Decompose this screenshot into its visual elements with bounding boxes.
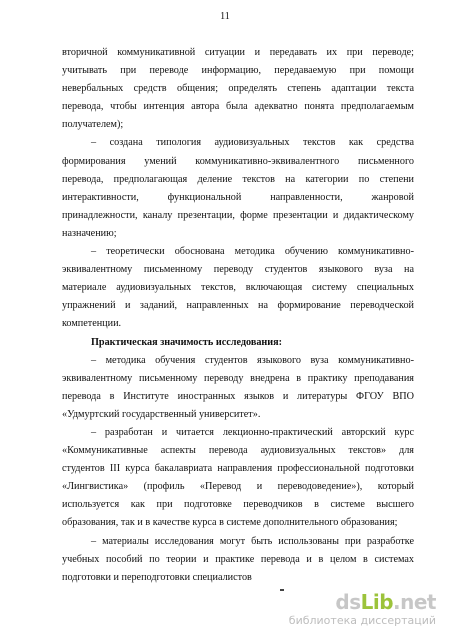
- text-line: учебных пособий по теории и практике перевода и в целом в системах: [62, 553, 414, 565]
- text-line: назначению;: [62, 227, 117, 239]
- text-line: образования, так и в качестве курса в системе дополнительного образования;: [62, 517, 398, 529]
- text-line: перевода, чтобы интенция автора была адекватно понята предполагаемым: [62, 101, 414, 113]
- watermark: [286, 590, 436, 630]
- text-line: перевода, предполагающая деление текстов на категории по степени: [62, 173, 414, 185]
- text-line: учитывать при переводе информацию, передаваемую при помощи: [62, 65, 414, 77]
- page-number: 11: [220, 11, 230, 22]
- text-line: упражнений и заданий, направленных на формирование переводческой: [62, 300, 414, 312]
- text-line: эквивалентному письменному переводу студентов языкового вуза на: [62, 264, 414, 276]
- text-line: «Лингвистика» (профиль «Перевод и переводоведение»), который: [62, 481, 414, 493]
- text-line: интерактивности, функциональной направленности, жанровой: [62, 191, 414, 203]
- text-line: – материалы исследования могут быть использованы при разработке: [91, 535, 414, 547]
- text-line: формирования умений коммуникативно-эквивалентного письменного: [62, 155, 414, 167]
- text-line: принадлежности, каналу презентации, форме презентации и дидактическому: [62, 209, 414, 221]
- watermark-logo-part: ds: [335, 590, 361, 614]
- text-line: вторичной коммуникативной ситуации и передавать их при переводе;: [62, 47, 414, 58]
- text-line: эквивалентному письменному переводу внедрена в практику преподавания: [62, 372, 414, 384]
- text-line: – разработан и читается лекционно-практический авторский курс: [91, 426, 414, 438]
- text-line: используется как при подготовке переводчиков в системе высшего: [62, 499, 414, 511]
- text-line: невербальных средств общения; определять степень адаптации текста: [62, 83, 414, 95]
- text-line: «Удмуртский государственный университет».: [62, 408, 261, 420]
- watermark-logo: [335, 590, 436, 614]
- text-line: компетенции.: [62, 318, 122, 330]
- text-line: студентов III курса бакалавриата направления профессиональной подготовки: [62, 463, 414, 475]
- watermark-logo-part: .net: [393, 590, 436, 614]
- text-line: материале аудиовизуальных текстов, включающая систему специальных: [62, 282, 414, 294]
- text-line: – методика обучения студентов языкового вуза коммуникативно-: [91, 354, 414, 366]
- text-line: получателем);: [62, 119, 124, 131]
- text-line: «Коммуникативные аспекты перевода аудиовизуальных текстов» для: [62, 445, 414, 457]
- text-line: подготовки и переподготовки специалистов: [62, 571, 252, 583]
- text-line: – теоретически обоснована методика обучению коммуникативно-: [91, 246, 414, 258]
- section-heading: Практическая значимость исследования:: [91, 336, 283, 348]
- watermark-subtitle: библиотека диссертаций: [288, 614, 436, 627]
- text-line: – создана типология аудиовизуальных текстов как средства: [91, 137, 414, 149]
- body-text: [62, 44, 414, 587]
- page-mark: [280, 589, 284, 591]
- watermark-logo-part: Lib: [360, 590, 394, 614]
- text-line: перевода в Институте иностранных языков и литературы ФГОУ ВПО: [62, 390, 414, 402]
